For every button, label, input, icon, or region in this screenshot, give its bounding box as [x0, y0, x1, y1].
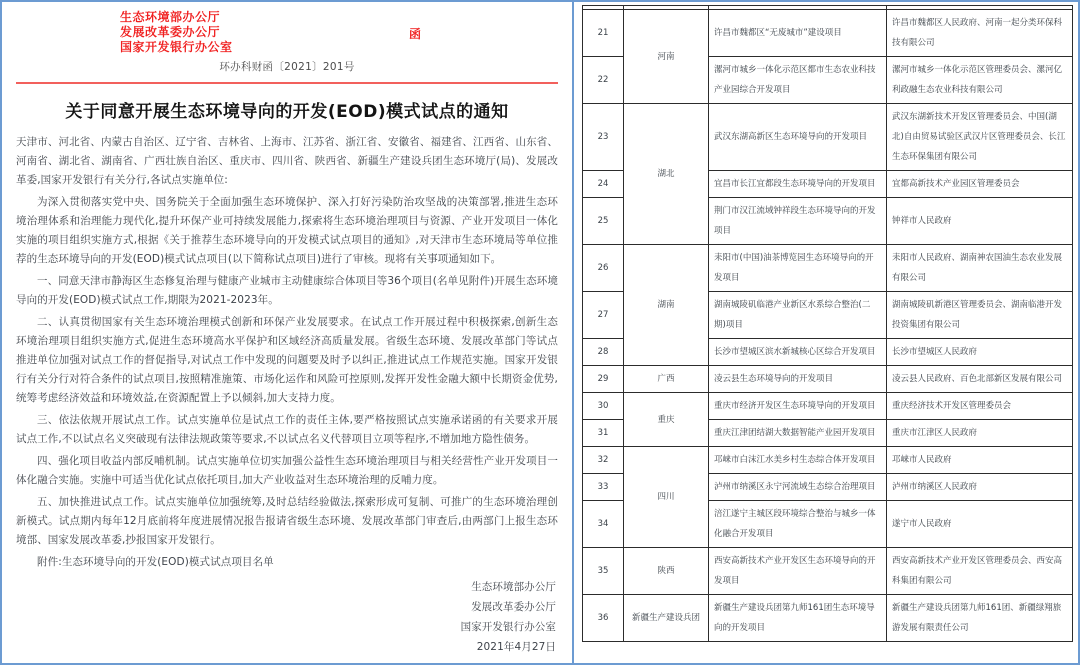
project-name-cell: 武汉东湖高新区生态环境导向的开发项目 [709, 104, 887, 171]
project-name-cell: 涪江遂宁主城区段环境综合整治与城乡一体化融合开发项目 [709, 501, 887, 548]
issuer-line-1: 生态环境部办公厅 [120, 10, 221, 24]
table-row [583, 104, 1073, 171]
implementing-unit-cell: 西安高新技术产业开发区管理委员会、西安高科集团有限公司 [887, 548, 1073, 595]
project-name-cell: 新疆生产建设兵团第九师161团生态环境导向的开发项目 [709, 595, 887, 642]
paragraph-item-1: 一、同意天津市静海区生态修复治理与健康产业城市主动健康综合体项目等36个项目(名单见附件)开展生态环境导向的开发(EOD)模式试点工作,期限为2021-2023年。 [16, 275, 558, 306]
table-row [583, 548, 1073, 595]
row-number-cell: 27 [583, 292, 624, 339]
issuer-line-2: 发展改革委办公厅 [120, 25, 221, 39]
attachment-line: 附件:生态环境导向的开发(EOD)模式试点项目名单 [37, 556, 274, 568]
implementing-unit-cell: 漯河市城乡一体化示范区管理委员会、漯河亿利政融生态农业科技有限公司 [887, 57, 1073, 104]
row-number-cell: 30 [583, 393, 624, 420]
implementing-unit-cell: 钟祥市人民政府 [887, 198, 1073, 245]
project-name-cell: 邛崃市白沫江水美乡村生态综合体开发项目 [709, 447, 887, 474]
province-cell: 河南 [624, 10, 709, 104]
row-number-cell: 26 [583, 245, 624, 292]
row-number-cell: 36 [583, 595, 624, 642]
doc-type-label: 函 [409, 27, 422, 41]
project-name-cell: 许昌市魏都区“无废城市”建设项目 [709, 10, 887, 57]
row-number-cell: 28 [583, 339, 624, 366]
table-row [583, 595, 1073, 642]
issuer-block [120, 10, 558, 55]
province-cell: 重庆 [624, 393, 709, 447]
doc-title: 关于同意开展生态环境导向的开发(EOD)模式试点的通知 [65, 102, 509, 122]
project-name-cell: 漯河市城乡一体化示范区都市生态农业科技产业园综合开发项目 [709, 57, 887, 104]
project-name-cell: 重庆市经济开发区生态环境导向的开发项目 [709, 393, 887, 420]
doc-body [16, 133, 558, 657]
doc-date: 2021年4月27日 [476, 641, 556, 653]
implementing-unit-cell: 邛崃市人民政府 [887, 447, 1073, 474]
table-row [583, 366, 1073, 393]
signer-1: 生态环境部办公厅 [471, 581, 556, 593]
row-number-cell: 23 [583, 104, 624, 171]
signer-2: 发展改革委办公厅 [471, 601, 556, 613]
doc-number: 环办科财函〔2021〕201号 [219, 61, 355, 73]
implementing-unit-cell: 遂宁市人民政府 [887, 501, 1073, 548]
implementing-unit-cell: 凌云县人民政府、百色北部新区发展有限公司 [887, 366, 1073, 393]
table-row [583, 447, 1073, 474]
project-table-body [583, 6, 1073, 642]
project-name-cell: 长沙市望城区滨水新城核心区综合开发项目 [709, 339, 887, 366]
row-number-cell: 35 [583, 548, 624, 595]
project-name-cell: 荆门市汉江流域钟祥段生态环境导向的开发项目 [709, 198, 887, 245]
province-cell: 新疆生产建设兵团 [624, 595, 709, 642]
table-row [583, 393, 1073, 420]
project-name-cell: 耒阳市(中国)油茶博览园生态环境导向的开发项目 [709, 245, 887, 292]
province-cell: 广西 [624, 366, 709, 393]
implementing-unit-cell: 湖南城陵矶新港区管理委员会、湖南临港开发投资集团有限公司 [887, 292, 1073, 339]
province-cell: 湖北 [624, 104, 709, 245]
implementing-unit-cell: 重庆市江津区人民政府 [887, 420, 1073, 447]
province-cell: 陕西 [624, 548, 709, 595]
signature-block [16, 577, 558, 657]
project-table-panel [574, 2, 1078, 663]
table-row [583, 245, 1073, 292]
issuer-line-3: 国家开发银行办公室 [120, 40, 233, 54]
paragraph-item-2: 二、认真贯彻国家有关生态环境治理模式创新和环保产业发展要求。在试点工作开展过程中积极探索,创新生态环境治理项目组织实施方式,促进生态环境高水平保护和区域经济高质量发展。省级生态环境、发展改革部门等试点推进单位加强对试点工作的督促指导,对试点工作中发现的问题要及时予以纠正,推进试点工作规范实施。国家开发银行有关分行对符合条件的试点项目,按照精准施策、市场化运作和风险可控原则,发挥开发性金融大额中长期资金优势,统筹考虑经济效益和环境效益,在资源配置上予以倾斜,加大支持力度。 [16, 316, 558, 404]
row-number-cell: 31 [583, 420, 624, 447]
row-number-cell: 22 [583, 57, 624, 104]
paragraph-addressees: 天津市、河北省、内蒙古自治区、辽宁省、吉林省、上海市、江苏省、浙江省、安徽省、福建省、江西省、山东省、河南省、湖北省、湖南省、广西壮族自治区、重庆市、四川省、陕西省、新疆生产建设兵团生态环境厅(局)、发展改革委,国家开发银行有关分行,各试点实施单位: [16, 136, 558, 186]
province-cell: 湖南 [624, 245, 709, 366]
implementing-unit-cell: 耒阳市人民政府、湖南神农国油生态农业发展有限公司 [887, 245, 1073, 292]
project-name-cell: 泸州市纳溪区永宁河流域生态综合治理项目 [709, 474, 887, 501]
notice-document [2, 2, 574, 663]
implementing-unit-cell: 重庆经济技术开发区管理委员会 [887, 393, 1073, 420]
signer-3: 国家开发银行办公室 [460, 621, 556, 633]
paragraph-preamble: 为深入贯彻落实党中央、国务院关于全面加强生态环境保护、深入打好污染防治攻坚战的决策部署,推进生态环境治理体系和治理能力现代化,提升环保产业可持续发展能力,探索将生态环境治理项目与资源、产业开发项目一体化实施的项目组织实施方式,根据《关于推荐生态环境导向的开发模式试点项目的通知》,对天津市生态环境局等单位推荐的生态环境导向的开发(EOD)模式试点项目(以下简称试点项目)进行了审核。现将有关事项通知如下。 [16, 196, 558, 265]
project-name-cell: 湖南城陵矶临港产业新区水系综合整治(二期)项目 [709, 292, 887, 339]
paragraph-item-3: 三、依法依规开展试点工作。试点实施单位是试点工作的责任主体,要严格按照试点实施承诺函的有关要求开展试点工作,不以试点名义突破现有法律法规政策等要求,不以试点名义代替项目立项等程序,不增加地方隐性债务。 [16, 414, 558, 445]
table-row [583, 10, 1073, 57]
project-name-cell: 重庆江津团结湖大数据智能产业园开发项目 [709, 420, 887, 447]
red-divider-rule [16, 82, 558, 84]
doc-header [16, 10, 558, 55]
project-table [582, 5, 1073, 642]
implementing-unit-cell: 武汉东湖新技术开发区管理委员会、中国(湖北)自由贸易试验区武汉片区管理委员会、长江生态环保集团有限公司 [887, 104, 1073, 171]
row-number-cell: 21 [583, 10, 624, 57]
implementing-unit-cell: 泸州市纳溪区人民政府 [887, 474, 1073, 501]
implementing-unit-cell: 新疆生产建设兵团第九师161团、新疆绿翔旅游发展有限责任公司 [887, 595, 1073, 642]
row-number-cell: 24 [583, 171, 624, 198]
paragraph-item-5: 五、加快推进试点工作。试点实施单位加强统筹,及时总结经验做法,探索形成可复制、可推广的生态环境治理创新模式。试点期内每年12月底前将年度进展情况报告报请省级生态环境、发展改革部门审查后,由两部门上报生态环境部、国家发展改革委,抄报国家开发银行。 [16, 496, 558, 546]
row-number-cell: 25 [583, 198, 624, 245]
row-number-cell: 32 [583, 447, 624, 474]
paragraph-item-4: 四、强化项目收益内部反哺机制。试点实施单位切实加强公益性生态环境治理项目与相关经营性产业开发项目一体化融合实施。实施中可适当优化试点依托项目,加大产业收益对生态环境治理的反哺力度。 [16, 455, 558, 486]
project-name-cell: 宜昌市长江宜都段生态环境导向的开发项目 [709, 171, 887, 198]
implementing-unit-cell: 长沙市望城区人民政府 [887, 339, 1073, 366]
province-cell: 四川 [624, 447, 709, 548]
implementing-unit-cell: 许昌市魏都区人民政府、河南一起分类环保科技有限公司 [887, 10, 1073, 57]
project-name-cell: 凌云县生态环境导向的开发项目 [709, 366, 887, 393]
row-number-cell: 34 [583, 501, 624, 548]
implementing-unit-cell: 宜都高新技术产业园区管理委员会 [887, 171, 1073, 198]
row-number-cell: 33 [583, 474, 624, 501]
row-number-cell: 29 [583, 366, 624, 393]
project-name-cell: 西安高新技术产业开发区生态环境导向的开发项目 [709, 548, 887, 595]
